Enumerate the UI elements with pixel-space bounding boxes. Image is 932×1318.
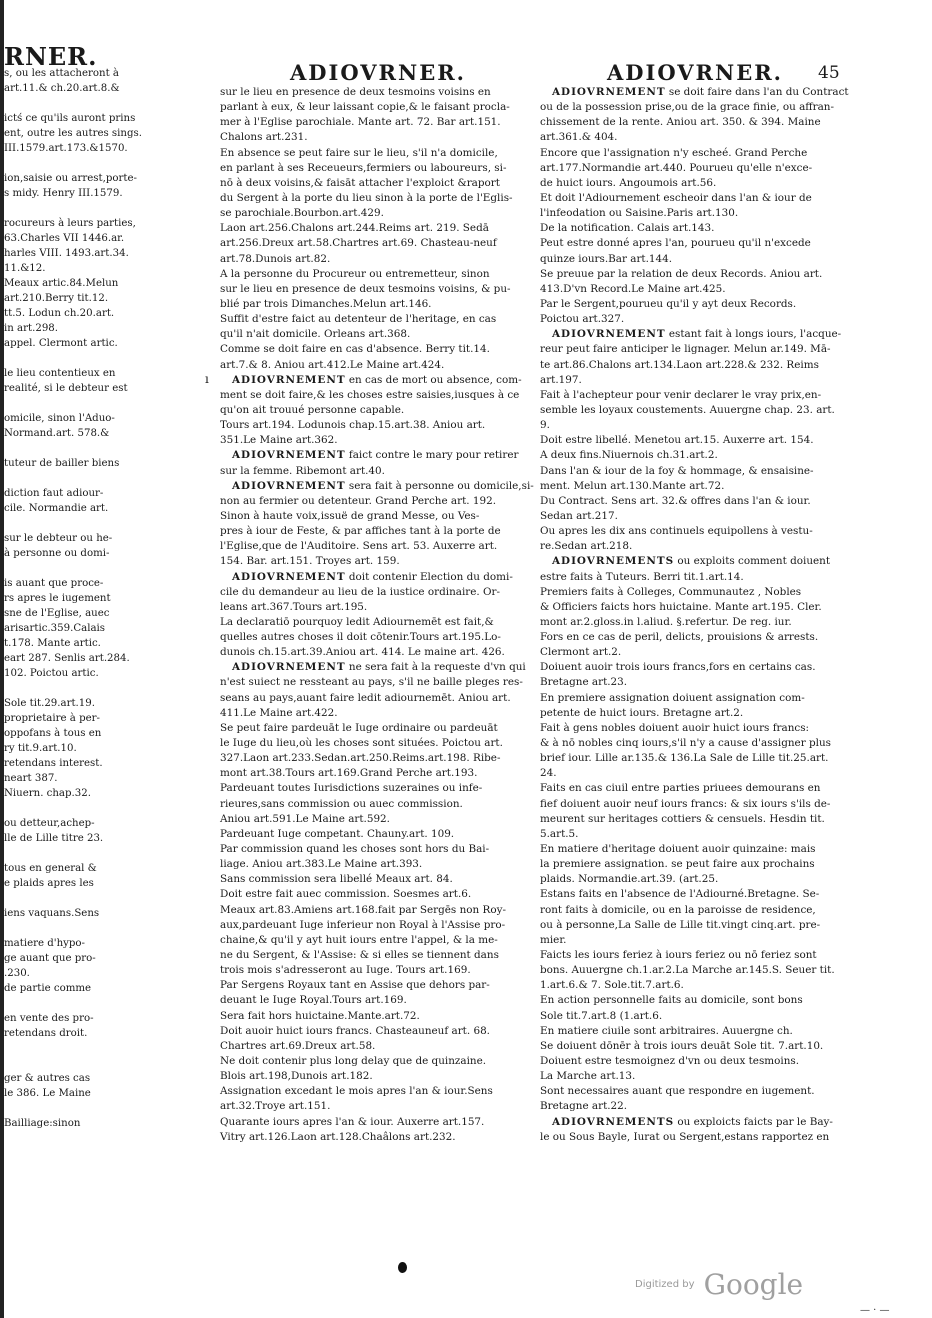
center-line: 154. Bar. art.151. Troyes art. 159. xyxy=(220,555,400,568)
margin-line xyxy=(4,471,116,486)
center-line: aux,pardeuant Iuge inferieur non Royal à l'Assise pro- xyxy=(220,918,506,931)
center-line: Aniou art.591.Le Maine art.592. xyxy=(220,812,390,825)
margin-line: matiere d'hypo- xyxy=(4,938,85,949)
right-line: ou de la possession prise,ou de la grace finie, ou affran- xyxy=(540,101,835,114)
margin-line: 63.Charles VII 1446.ar. xyxy=(4,233,125,244)
right-line: le ou Sous Bayle, Iurat ou Sergent,estans rapportez en xyxy=(540,1130,830,1143)
margin-line xyxy=(4,156,116,171)
right-line: 5.art.5. xyxy=(540,827,579,840)
center-line: Assignation excedant le mois apres l'an & iour.Sens xyxy=(220,1085,493,1098)
right-line: 9. xyxy=(540,419,550,432)
center-line: Comme se doit faire en cas d'absence. Berry tit.14. xyxy=(220,343,490,356)
center-line: Quarante iours apres l'an & iour. Auxerre art.157. xyxy=(220,1115,485,1128)
center-text-column xyxy=(220,85,534,1145)
margin-line: Normand.art. 578.& xyxy=(4,428,110,439)
margin-line: harles VIII. 1493.art.34. xyxy=(4,248,129,259)
right-line: En premiere assignation doiuent assignation com- xyxy=(540,691,805,704)
margin-line: III.1579.art.173.&1570. xyxy=(4,143,128,154)
page-number: 45 xyxy=(818,63,840,83)
center-line: deuant le Iuge Royal.Tours art.169. xyxy=(220,994,407,1007)
margin-line xyxy=(4,441,116,456)
center-line: du Sergent à la porte du lieu sinon à la porte de l'Eglis- xyxy=(220,191,513,204)
right-line: Sole tit.7.art.8 (1.art.6. xyxy=(540,1009,663,1022)
center-line: art.78.Dunois art.82. xyxy=(220,252,331,265)
ink-blot xyxy=(398,1262,407,1273)
margin-line: Meaux artic.84.Melun xyxy=(4,278,119,289)
center-line: n'est suiect ne ressteant au pays, s'il ne baille pleges res- xyxy=(220,676,523,689)
google-logo: Google xyxy=(703,1268,804,1301)
right-line: chissement de la rente. Aniou art. 350. & 394. Maine xyxy=(540,116,821,129)
margin-line: retendans droit. xyxy=(4,1028,88,1039)
center-line: Par commission quand les choses sont hors du Bai- xyxy=(220,843,490,856)
center-line: le Iuge du lieu,où les choses sont situées. Poictou art. xyxy=(220,737,503,750)
center-line: Meaux art.83.Amiens art.168.fait par Sergēs non Roy- xyxy=(220,903,506,916)
center-line: ne du Sergent, & l'Assise: & si elles se tiennent dans xyxy=(220,949,499,962)
center-line: Laon art.256.Chalons art.244.Reims art. 219. Sedā xyxy=(220,222,489,235)
right-line: meurent sur heritages cottiers & censuels. Hesdin tit. xyxy=(540,812,825,825)
margin-line: tuteur de bailler biens xyxy=(4,458,120,469)
center-line: ment se doit faire,& les choses estre saisies,iusques à ce xyxy=(220,388,520,401)
center-line: Sans commission sera libellé Meaux art. 84. xyxy=(220,873,453,886)
margin-line: à personne ou domi- xyxy=(4,548,110,559)
right-line: ADIOVRNEMENT se doit faire dans l'an du Contract xyxy=(552,86,849,98)
margin-line: ion,saisie ou arrest,porte- xyxy=(4,173,137,184)
right-line: Encore que l'assignation n'y escheé. Grand Perche xyxy=(540,146,808,159)
center-line: 411.Le Maine art.422. xyxy=(220,706,338,719)
center-line: trois mois s'adresseront au Iuge. Tours art.169. xyxy=(220,964,471,977)
margin-line: cile. Normandie art. xyxy=(4,503,109,514)
center-line: qu'on ait trouué personne capable. xyxy=(220,403,405,416)
right-line: de huict iours. Angoumois art.56. xyxy=(540,176,717,189)
margin-line: lle de Lille titre 23. xyxy=(4,833,104,844)
right-line: Poictou art.327. xyxy=(540,313,625,326)
center-line: pres à iour de Feste, & par affiches tant à la porte de xyxy=(220,525,501,538)
margin-line: proprietaire à per- xyxy=(4,713,100,724)
right-line: quinze iours.Bar art.144. xyxy=(540,252,673,265)
center-line: parlant à eux, & leur laissant copie,& le faisant procla- xyxy=(220,101,510,114)
center-line: ADIOVRNEMENT ne sera fait à la requeste d'vn qui xyxy=(232,661,526,674)
right-line: Faicts les iours feriez à iours feriez ou nō feriez sont xyxy=(540,949,817,962)
right-line: Clermont art.2. xyxy=(540,646,622,659)
center-line: ADIOVRNEMENT doit contenir Election du domi- xyxy=(232,570,513,583)
right-line: plaids. Normandie.art.39. (art.25. xyxy=(540,873,719,886)
right-line: ront faits à domicile, ou en la paroisse de residence, xyxy=(540,903,816,916)
right-line: 413.D'vn Record.Le Maine art.425. xyxy=(540,282,726,295)
center-line: non au fermier ou detenteur. Grand Perche art. 192. xyxy=(220,494,496,507)
margin-line: Sole tit.29.art.19. xyxy=(4,698,96,709)
margin-line: rocureurs à leurs parties, xyxy=(4,218,136,229)
right-line: Et doit l'Adiournement escheoir dans l'an & iour de xyxy=(540,191,812,204)
margin-line: t.178. Mante artic. xyxy=(4,638,101,649)
center-line: En absence se peut faire sur le lieu, s'il n'a domicile, xyxy=(220,146,498,159)
right-line: La Marche art.13. xyxy=(540,1070,636,1083)
center-line: quelles autres choses il doit cōtenir.Tours art.195.Lo- xyxy=(220,631,501,644)
center-column-heading: ADIOVRNER. xyxy=(290,60,466,85)
center-line: Tours art.194. Lodunois chap.15.art.38. Aniou art. xyxy=(220,419,486,432)
margin-line xyxy=(4,681,116,696)
right-line: Sedan art.217. xyxy=(540,509,618,522)
center-line: chaine,& qu'il y ayt huit iours entre l'appel, & la me- xyxy=(220,933,498,946)
margin-line: tous en general & xyxy=(4,863,97,874)
digitization-watermark xyxy=(635,1268,803,1301)
center-line: se parochiale.Bourbon.art.429. xyxy=(220,207,384,220)
center-line: Vitry art.126.Laon art.128.Chaâlons art.232. xyxy=(220,1130,456,1143)
right-line: semble les loyaux coustements. Auuergne chap. 23. art. xyxy=(540,403,835,416)
right-line: mier. xyxy=(540,933,567,946)
center-line: rieures,sans commission ou auec commission. xyxy=(220,797,463,810)
center-line: A la personne du Procureur ou entremetteur, sinon xyxy=(220,267,490,280)
margin-line: appel. Clermont artic. xyxy=(4,338,118,349)
right-line: Doiuent estre tesmoignez d'vn ou deux tesmoins. xyxy=(540,1055,800,1067)
margin-line: le lieu contentieux en xyxy=(4,368,116,379)
margin-line: Bailliage:sinon xyxy=(4,1118,81,1129)
right-line: 24. xyxy=(540,767,557,780)
center-line: sur le lieu en presence de deux tesmoins voisins, & pu- xyxy=(220,282,511,295)
right-line: En action personnelle faits au domicile, sont bons xyxy=(540,994,803,1007)
right-line: Se doiuent dōnēr à trois iours deuāt Sole tit. 7.art.10. xyxy=(540,1039,824,1052)
center-line: Chalons art.231. xyxy=(220,131,308,144)
right-line: estre faits à Tuteurs. Berri tit.1.art.14. xyxy=(540,570,744,583)
center-line: ADIOVRNEMENT faict contre le mary pour retirer xyxy=(232,449,519,462)
margin-line: ger & autres cas xyxy=(4,1073,91,1084)
center-line: leans art.367.Tours art.195. xyxy=(220,600,368,613)
right-line: Peut estre donné apres l'an, pourueu qu'il n'excede xyxy=(540,237,811,250)
margin-line: arisartic.359.Calais xyxy=(4,623,106,634)
margin-line: ou detteur,achep- xyxy=(4,818,95,829)
margin-line: .230. xyxy=(4,968,30,979)
right-line: bons. Auuergne ch.1.ar.2.La Marche ar.145.S. Seuer tit. xyxy=(540,964,835,977)
center-line: Sera fait hors huictaine.Mante.art.72. xyxy=(220,1009,420,1022)
margin-line: sne de l'Eglise, auec xyxy=(4,608,110,619)
right-line: Se preuue par la relation de deux Records. Aniou art. xyxy=(540,267,823,280)
center-line: ADIOVRNEMENT sera fait à personne ou domicile,si- xyxy=(232,479,534,492)
page-edge-marks: — · — xyxy=(860,1305,890,1316)
margin-line: 11.&12. xyxy=(4,263,46,274)
right-line: re.Sedan art.218. xyxy=(540,540,633,553)
margin-line: neart 387. xyxy=(4,773,58,784)
margin-line xyxy=(4,996,116,1011)
right-line: ADIOVRNEMENT estant fait à longs iours, l'acque- xyxy=(552,328,842,341)
right-line: mont ar.2.gloss.in l.aliud. §.refertur. De reg. iur. xyxy=(540,615,792,628)
right-line: De la notification. Calais art.143. xyxy=(540,222,715,235)
right-line: Ou apres les dix ans continuels equipollens à vestu- xyxy=(540,525,813,538)
margin-line: ge auant que pro- xyxy=(4,953,96,964)
center-line: Suffit d'estre faict au detenteur de l'heritage, en cas xyxy=(220,313,497,326)
margin-line: ent, outre les autres sings. xyxy=(4,128,142,139)
right-line: ADIOVRNEMENTS ou exploits comment doiuent xyxy=(552,555,831,568)
center-line: en parlant à ses Receueurs,fermiers ou laboureurs, si- xyxy=(220,161,507,174)
margin-line: tt.5. Lodun ch.20.art. xyxy=(4,308,115,319)
center-line: 327.Laon art.233.Sedan.art.250.Reims.art.198. Ribe- xyxy=(220,752,501,765)
right-line: Du Contract. Sens art. 32.& offres dans l'an & iour. xyxy=(540,494,811,507)
center-line: liage. Aniou art.383.Le Maine art.393. xyxy=(220,858,423,871)
right-line: reur peut faire anticiper le lignager. Melun ar.149. Mā- xyxy=(540,343,831,356)
center-line: Se peut faire pardeuāt le Iuge ordinaire ou pardeuāt xyxy=(220,721,498,734)
center-line: Doit auoir huict iours francs. Chasteauneuf art. 68. xyxy=(220,1024,490,1037)
right-line: Estans faits en l'absence de l'Adiourné.Bretagne. Se- xyxy=(540,888,820,901)
right-line: Faits en cas ciuil entre parties priuees demourans en xyxy=(540,782,821,795)
center-line: Ne doit contenir plus long delay que de quinzaine. xyxy=(220,1055,487,1067)
margin-line xyxy=(4,1101,116,1116)
center-line: qu'il n'ait domicile. Orleans art.368. xyxy=(220,328,411,341)
margin-tick-mark: ı xyxy=(205,372,209,386)
center-line: Pardeuant Iuge competant. Chauny.art. 109. xyxy=(220,827,455,840)
right-line: & à nō nobles cinq iours,s'il n'y a cause d'assigner plus xyxy=(540,737,831,750)
left-page-margin-fragment xyxy=(4,66,142,1131)
center-line: seans au pays,auant faire ledit adiournemēt. Aniou art. xyxy=(220,691,511,704)
right-line: la premiere assignation. se peut faire aux prochains xyxy=(540,858,815,871)
left-page-running-head: RNER. xyxy=(4,42,98,71)
center-line: dunois ch.15.art.39.Aniou art. 414. Le maine art. 426. xyxy=(220,646,505,659)
margin-line xyxy=(4,891,116,906)
margin-line xyxy=(4,1056,116,1071)
margin-line: le 386. Le Maine xyxy=(4,1088,91,1099)
right-line: En matiere ciuile sont arbitraires. Auuergne ch. xyxy=(540,1024,793,1037)
margin-line xyxy=(4,561,116,576)
right-line: Bretagne art.22. xyxy=(540,1100,628,1113)
center-line: mer à l'Eglise parochiale. Mante art. 72. Bar art.151. xyxy=(220,116,501,129)
margin-line: rs apres le iugement xyxy=(4,593,111,604)
margin-line: sur le debteur ou he- xyxy=(4,533,113,544)
margin-line: diction faut adiour- xyxy=(4,488,104,499)
margin-line: is auant que proce- xyxy=(4,578,104,589)
right-line: Dans l'an & iour de la foy & hommage, & ensaisine- xyxy=(540,464,814,477)
right-line: Premiers faits à Colleges, Communautez , Nobles xyxy=(540,585,802,598)
right-line: Bretagne art.23. xyxy=(540,676,628,689)
right-line: Fait à l'achepteur pour venir declarer le vray prix,en- xyxy=(540,388,822,401)
right-line: Doiuent auoir trois iours francs,fors en certains cas. xyxy=(540,661,816,674)
right-line: Fors en ce cas de peril, delicts, prouisions & arrests. xyxy=(540,631,819,644)
center-line: sur le lieu en presence de deux tesmoins voisins en xyxy=(220,86,491,98)
right-line: Doit estre libellé. Menetou art.15. Auxerre art. 154. xyxy=(540,434,814,447)
right-line: Par le Sergent,pourueu qu'il y ayt deux Records. xyxy=(540,297,797,310)
margin-line: s, ou les attacheront à xyxy=(4,68,119,79)
center-line: nō à deux voisins,& faisāt attacher l'exploict &raport xyxy=(220,176,500,189)
margin-line xyxy=(4,201,116,216)
right-line: ADIOVRNEMENTS ou exploicts faicts par le Bay- xyxy=(552,1115,833,1128)
right-line: 1.art.6.& 7. Sole.tit.7.art.6. xyxy=(540,979,684,992)
margin-line: en vente des pro- xyxy=(4,1013,94,1024)
margin-line: art.11.& ch.20.art.8.& xyxy=(4,83,120,94)
margin-line: realité, si le debteur est xyxy=(4,383,128,394)
right-text-column xyxy=(540,85,849,1145)
center-line: l'Eglise,que de l'Auditoire. Sens art. 53. Auxerre art. xyxy=(220,540,498,553)
right-line: ou à personne,La Salle de Lille tit.vingt cinq.art. pre- xyxy=(540,918,821,931)
margin-line: iens vaquans.Sens xyxy=(4,908,100,919)
margin-line: art.210.Berry tit.12. xyxy=(4,293,109,304)
center-line: Blois art.198,Dunois art.182. xyxy=(220,1070,373,1083)
margin-line: ictś ce qu'ils auront prins xyxy=(4,113,136,124)
center-line: art.256.Dreux art.58.Chartres art.69. Chasteau-neuf xyxy=(220,237,497,250)
margin-line xyxy=(4,96,116,111)
center-line: ADIOVRNEMENT en cas de mort ou absence, com- xyxy=(232,373,522,386)
center-line: Doit estre fait auec commission. Soesmes art.6. xyxy=(220,888,472,901)
margin-line xyxy=(4,846,116,861)
margin-line: s midy. Henry III.1579. xyxy=(4,188,123,199)
right-line: petente de huict iours. Bretagne art.2. xyxy=(540,706,744,719)
center-line: Chartres art.69.Dreux art.58. xyxy=(220,1039,376,1052)
center-line: 351.Le Maine art.362. xyxy=(220,434,338,447)
margin-line: retendans interest. xyxy=(4,758,103,769)
margin-line xyxy=(4,921,116,936)
right-line: te art.86.Chalons art.134.Laon art.228.& 232. Reims xyxy=(540,358,819,371)
center-line: Par Sergens Royaux tant en Assise que dehors par- xyxy=(220,979,490,992)
margin-line: de partie comme xyxy=(4,983,92,994)
right-line: art.197. xyxy=(540,373,582,386)
margin-line: ry tit.9.art.10. xyxy=(4,743,77,754)
right-line: & Officiers faicts hors huictaine. Mante art.195. Cler. xyxy=(540,600,822,613)
center-line: sur la femme. Ribemont art.40. xyxy=(220,464,385,477)
center-line: mont art.38.Tours art.169.Grand Perche art.193. xyxy=(220,767,478,780)
margin-line xyxy=(4,396,116,411)
right-line: fief doiuent auoir neuf iours francs: & six iours s'ils de- xyxy=(540,797,831,810)
center-line: art.32.Troye art.151. xyxy=(220,1100,331,1113)
center-line: art.7.& 8. Aniou art.412.Le Maine art.424. xyxy=(220,358,445,371)
right-line: ment. Melun art.130.Mante art.72. xyxy=(540,479,725,492)
right-column-heading: ADIOVRNER. xyxy=(607,60,783,85)
margin-line xyxy=(4,516,116,531)
margin-line: e plaids apres les xyxy=(4,878,94,889)
margin-line: in art.298. xyxy=(4,323,59,334)
center-line: Pardeuant toutes Iurisdictions suzeraines ou infe- xyxy=(220,782,483,795)
right-line: Fait à gens nobles doiuent auoir huict iours francs: xyxy=(540,721,810,734)
right-line: brief iour. Lille ar.135.& 136.La Sale de Lille tit.25.art. xyxy=(540,752,829,765)
margin-line: Niuern. chap.32. xyxy=(4,788,91,799)
margin-line xyxy=(4,351,116,366)
margin-line: omicile, sinon l'Aduo- xyxy=(4,413,115,424)
digitized-by-label: Digitized by xyxy=(635,1279,695,1290)
margin-line: oppofans à tous en xyxy=(4,728,102,739)
right-line: art.177.Normandie art.440. Pourueu qu'elle n'exce- xyxy=(540,161,813,174)
right-line: art.361.& 404. xyxy=(540,131,618,144)
right-line: En matiere d'heritage doiuent auoir quinzaine: mais xyxy=(540,843,816,856)
right-line: l'infeodation ou Saisine.Paris art.130. xyxy=(540,207,739,220)
center-line: La declaratiō pourquoy ledit Adiournemēt est fait,& xyxy=(220,615,494,628)
margin-line xyxy=(4,1041,116,1056)
right-line: Sont necessaires auant que respondre en iugement. xyxy=(540,1085,815,1098)
center-line: Sinon à haute voix,issuë de grand Messe, ou Ves- xyxy=(220,509,480,522)
margin-line: 102. Poictou artic. xyxy=(4,668,99,679)
margin-line xyxy=(4,801,116,816)
margin-line: eart 287. Senlis art.284. xyxy=(4,653,130,664)
right-line: A deux fins.Niuernois ch.31.art.2. xyxy=(540,449,718,462)
center-line: cile du demandeur au lieu de la iustice ordinaire. Or- xyxy=(220,585,501,598)
center-line: blié par trois Dimanches.Melun art.146. xyxy=(220,297,432,310)
